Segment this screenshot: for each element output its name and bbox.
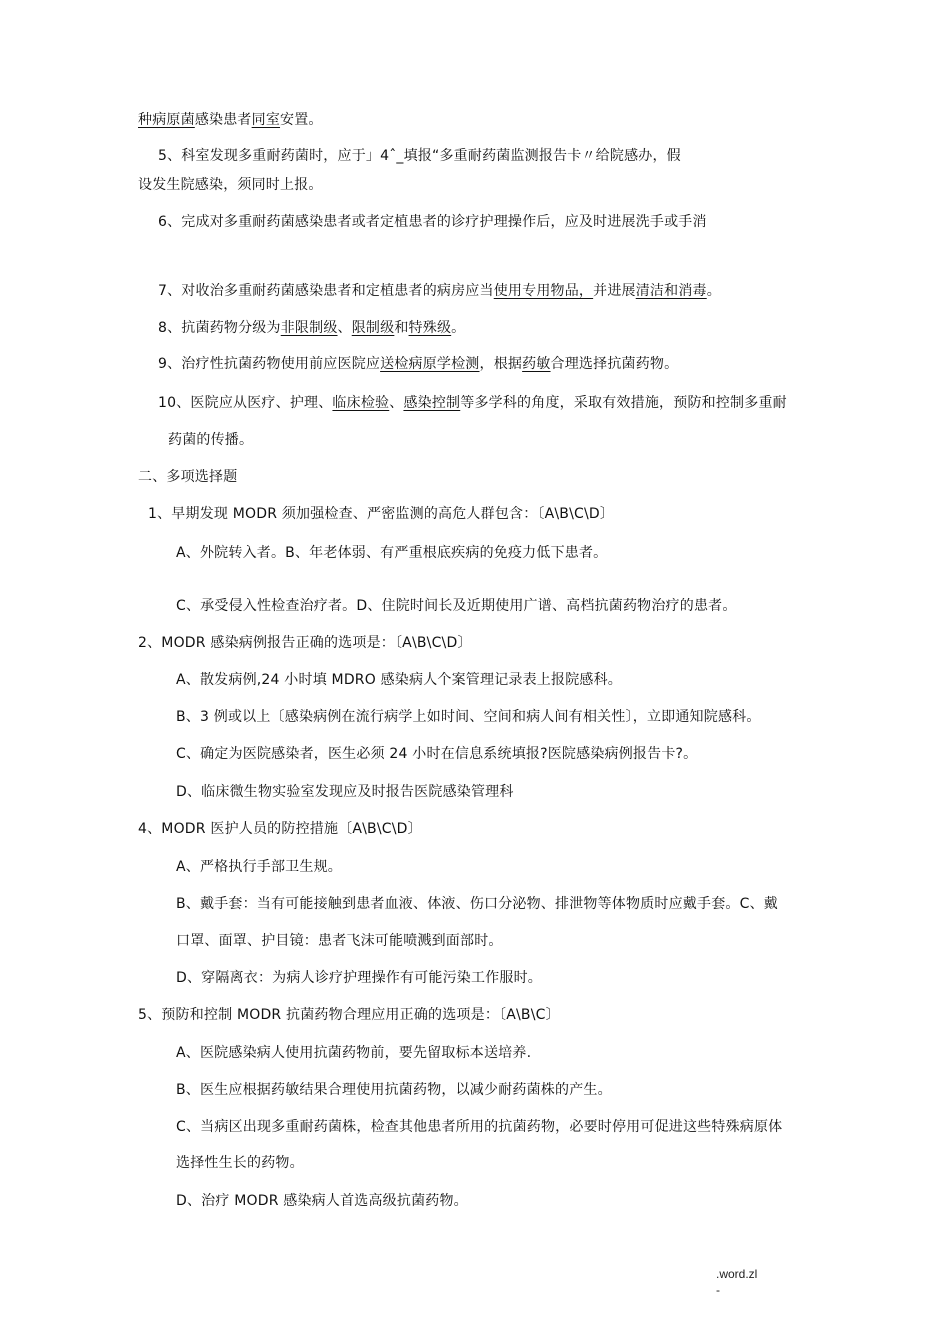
text-segment: 5、科室发现多重耐药菌时，应于」4ˆ_填报“多重耐药菌监测报告卡〃给院感办，假	[158, 148, 681, 164]
text-line	[138, 110, 323, 130]
text-segment: 4、MODR 医护人员的防控措施〔A\B\C\D〕	[138, 821, 422, 837]
text-line	[138, 1005, 560, 1025]
text-segment: B、医生应根据药敏结果合理使用抗菌药物，以减少耐药菌株的产生。	[176, 1082, 612, 1098]
text-segment: 口罩、面罩、护目镜：患者飞沫可能喷溅到面部时。	[176, 933, 503, 949]
footer-dash: -	[716, 1283, 720, 1297]
text-line	[158, 393, 787, 413]
underlined-term: 送检病原学检测	[380, 356, 480, 372]
text-line	[158, 318, 465, 338]
text-line	[176, 1117, 782, 1137]
text-line	[138, 467, 237, 487]
text-line	[138, 175, 323, 195]
text-line	[158, 354, 678, 374]
text-segment: 安置。	[280, 112, 323, 128]
text-segment: B、3 例或以上〔感染病例在流行病学上如时间、空间和病人间有相关性〕，立即通知院感科。	[176, 709, 761, 725]
text-segment: D、临床微生物实验室发现应及时报告医院感染管理科	[176, 784, 514, 800]
underlined-term: 药敏	[522, 356, 551, 372]
text-line	[176, 1191, 468, 1211]
text-line	[176, 968, 542, 988]
underlined-term: 临床检验	[332, 395, 390, 411]
underlined-term: 感染控制	[403, 395, 461, 411]
text-segment: 8、抗菌药物分级为	[158, 320, 281, 336]
text-segment: C、确定为医院感染者，医生必须 24 小时在信息系统填报?医院感染病例报告卡?。	[176, 746, 698, 762]
text-segment: A、外院转入者。B、年老体弱、有严重根底疾病的免疫力低下患者。	[176, 545, 608, 561]
underlined-term: 限制级	[351, 320, 395, 336]
text-line	[176, 543, 607, 563]
text-segment: 5、预防和控制 MODR 抗菌药物合理应用正确的选项是：〔A\B\C〕	[138, 1007, 560, 1023]
text-segment: B、戴手套：当有可能接触到患者血液、体液、伤口分泌物、排泄物等体物质时应戴手套。C、戴	[176, 896, 778, 912]
text-line	[176, 744, 697, 764]
text-segment: 。	[451, 320, 466, 336]
text-line	[176, 931, 503, 951]
text-segment: 1、早期发现 MODR 须加强检查、严密监测的高危人群包含：〔A\B\C\D〕	[148, 506, 615, 522]
text-segment: 选择性生长的药物。	[176, 1155, 304, 1171]
text-segment: 2、MODR 感染病例报告正确的选项是：〔A\B\C\D〕	[138, 635, 472, 651]
text-line	[176, 894, 778, 914]
underlined-term: 非限制级	[280, 320, 338, 336]
underlined-term: 同室	[251, 112, 281, 128]
text-line	[176, 707, 761, 727]
text-segment: 9、治疗性抗菌药物使用前应医院应	[158, 356, 381, 372]
text-segment: A、严格执行手部卫生规。	[176, 859, 342, 875]
text-segment: ，根据	[479, 356, 523, 372]
underlined-term: 特殊级	[408, 320, 452, 336]
text-line	[158, 212, 707, 232]
text-line	[176, 1153, 304, 1173]
text-line	[158, 281, 721, 301]
text-segment: 合理选择抗菌药物。	[550, 356, 679, 372]
text-segment: 、	[389, 395, 404, 411]
text-line	[148, 504, 614, 524]
text-segment: 药菌的传播。	[168, 432, 254, 448]
text-segment: 设发生院感染，须同时上报。	[138, 177, 323, 193]
text-segment: 等多学科的角度，采取有效措施，预防和控制多重耐	[460, 395, 787, 411]
text-segment: 感染患者	[194, 112, 252, 128]
underlined-term: 使用专用物品，	[493, 283, 594, 299]
text-line	[158, 146, 681, 166]
text-segment: 和	[394, 320, 409, 336]
underlined-term: 清洁和消毒	[635, 283, 707, 299]
text-line	[138, 819, 422, 839]
text-line	[176, 596, 737, 616]
page-footer	[716, 1266, 757, 1298]
text-line	[176, 1043, 531, 1063]
text-segment: 6、完成对多重耐药菌感染患者或者定植患者的诊疗护理操作后，应及时进展洗手或手消	[158, 214, 707, 230]
text-segment: 10、医院应从医疗、护理、	[158, 395, 333, 411]
text-segment: 7、对收治多重耐药菌感染患者和定植患者的病房应当	[158, 283, 494, 299]
text-line	[138, 633, 472, 653]
text-segment: D、穿隔离衣：为病人诊疗护理操作有可能污染工作服时。	[176, 970, 542, 986]
text-line	[176, 1080, 612, 1100]
text-line	[176, 670, 622, 690]
footer-watermark: .word.zl	[716, 1267, 758, 1281]
text-segment: 二、多项选择题	[138, 469, 238, 485]
text-segment: 并进展	[593, 283, 636, 299]
text-segment: 。	[706, 283, 721, 299]
text-line	[176, 857, 342, 877]
text-segment: C、承受侵入性检查治疗者。D、住院时间长及近期使用广谱、高档抗菌药物治疗的患者。	[176, 598, 737, 614]
underlined-term: 种病原菌	[138, 112, 195, 128]
text-line	[168, 430, 253, 450]
text-line	[176, 782, 514, 802]
text-segment: D、治疗 MODR 感染病人首选高级抗菌药物。	[176, 1193, 468, 1209]
text-segment: 、	[337, 320, 352, 336]
text-segment: A、医院感染病人使用抗菌药物前，要先留取标本送培养.	[176, 1045, 532, 1061]
text-segment: C、当病区出现多重耐药菌株，检查其他患者所用的抗菌药物，必要时停用可促进这些特殊病原体	[176, 1119, 783, 1135]
text-segment: A、散发病例,24 小时填 MDRO 感染病人个案管理记录表上报院感科。	[176, 672, 622, 688]
